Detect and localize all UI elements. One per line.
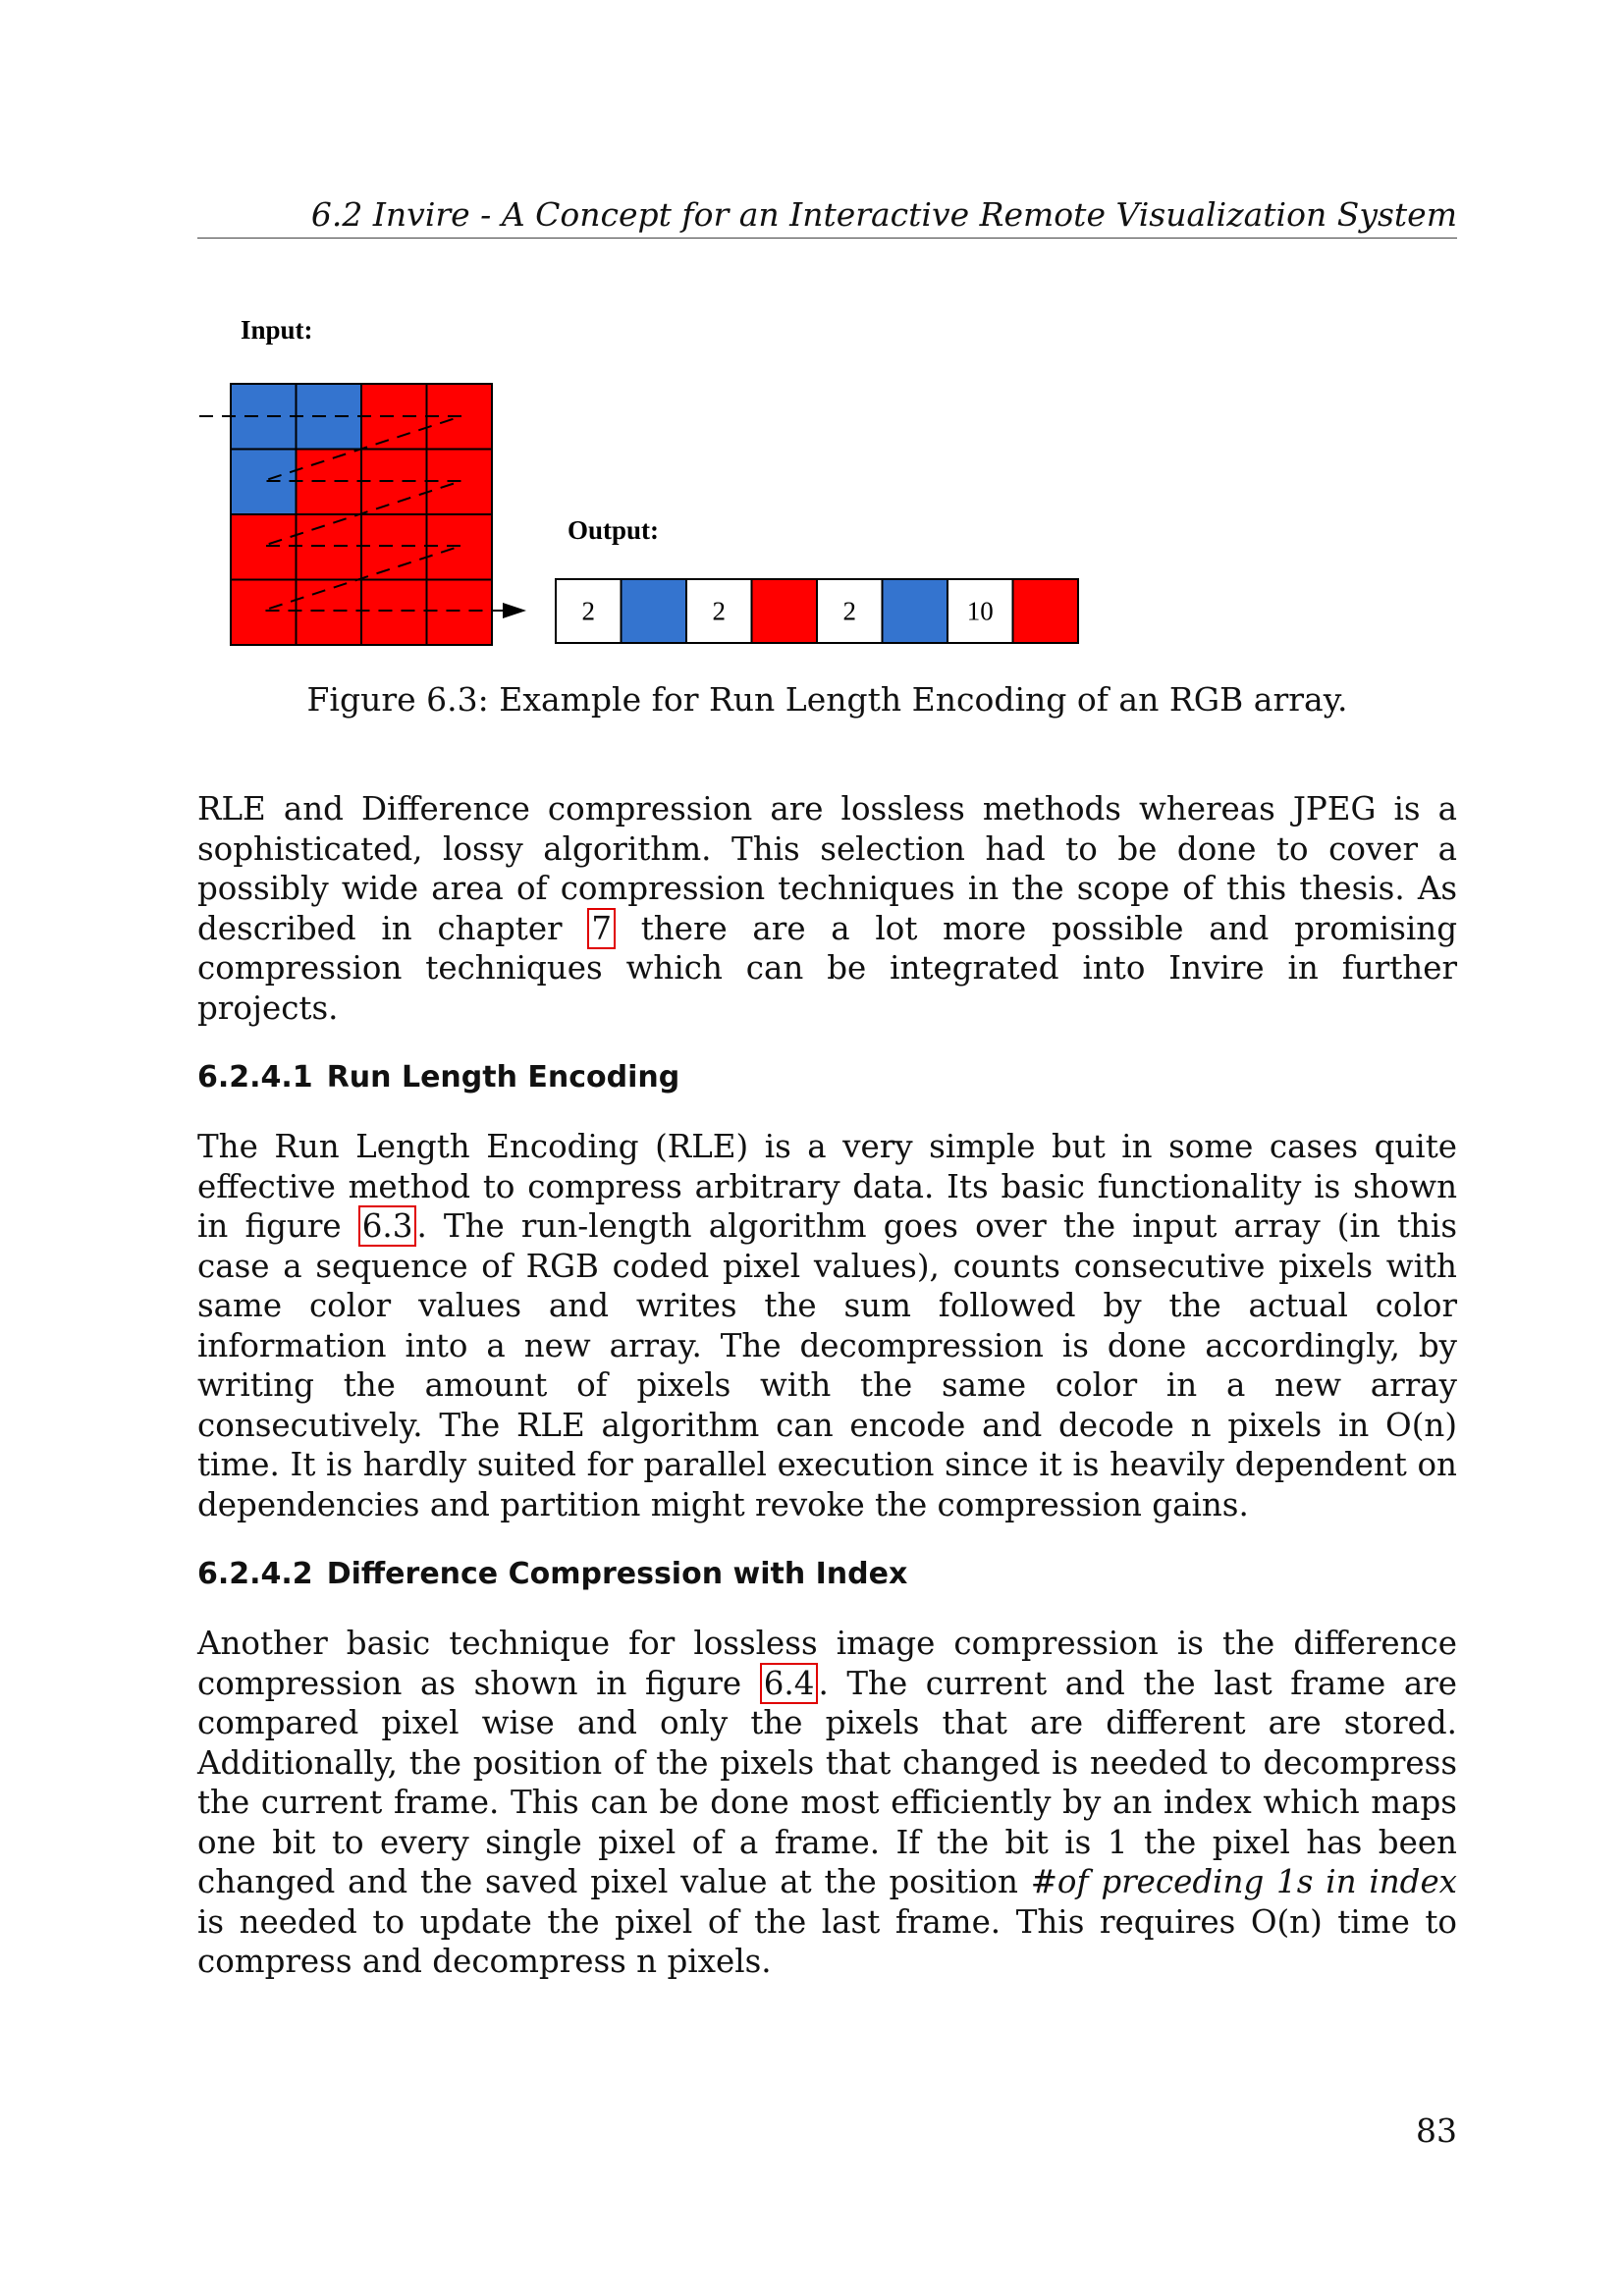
paragraph-rle-text-1: The Run Length Encoding (RLE) is a very simple but in some cases quite effective method to compress arbitrary data. Its basic functionality is shown in figure — [197, 1128, 1457, 1245]
paragraph-diff-text-1: Another basic technique for lossless image compression is the difference compression as shown in figure — [197, 1625, 1457, 1702]
output-cell-3 — [752, 579, 818, 643]
input-pixel-r3-c2 — [361, 580, 427, 646]
section-heading-rle — [197, 1058, 679, 1097]
input-pixel-r3-c1 — [297, 580, 362, 646]
section-title-rle: Run Length Encoding — [326, 1060, 680, 1095]
output-cell-5 — [883, 579, 948, 643]
paragraph-rle-text-2: . The run-length algorithm goes over the input array (in this case a sequence of RGB coded pixel values), counts consecutive pixels with same color values and writes the sum followed by the actual color information into a new array. The decompression is done accordingly, by writing the amount of pixels with the same color in a new array consecutively. The RLE algorithm can encode and decode n pixels in O(n) time. It is hardly suited for parallel execution since it is heavily dependent on dependencies and partition might revoke the compression gains. — [197, 1207, 1457, 1523]
input-pixel-r3-c0 — [231, 580, 297, 646]
section-title-diff: Difference Compression with Index — [326, 1557, 908, 1591]
paragraph-diff — [197, 1624, 1457, 1982]
input-label: Input: — [241, 315, 313, 345]
chapter-ref-link[interactable]: 7 — [587, 908, 616, 949]
input-pixel-r3-c3 — [427, 580, 493, 646]
paragraph-rle — [197, 1127, 1457, 1524]
output-cell-7 — [1013, 579, 1079, 643]
input-pixel-r1-c1 — [297, 450, 362, 515]
section-heading-diff — [197, 1555, 907, 1594]
input-pixel-r2-c1 — [297, 514, 362, 580]
paragraph-intro-text-2: there are a lot more possible and promising compression techniques which can be integrated into Invire in further projects. — [197, 909, 1458, 1027]
paragraph-diff-italic: #of preceding 1s in index — [1030, 1863, 1458, 1900]
paragraph-intro-text-1: RLE and Difference compression are lossless methods whereas JPEG is a sophisticated, lossy algorithm. This selection had to be done to cover a possibly wide area of compression techniques in the scope of this thesis. As described in chapter — [197, 790, 1457, 947]
output-count-label: 10 — [966, 596, 994, 626]
input-pixel-r1-c0 — [231, 450, 297, 515]
section-number-diff: 6.2.4.2 — [197, 1557, 313, 1591]
input-pixel-r2-c3 — [427, 514, 493, 580]
output-label: Output: — [568, 515, 660, 545]
output-strip — [556, 579, 1078, 643]
figure-ref-link-6-4[interactable]: 6.4 — [760, 1663, 819, 1704]
output-count-label: 2 — [712, 596, 726, 626]
figure-caption: Figure 6.3: Example for Run Length Encoding of an RGB array. — [306, 680, 1348, 719]
paragraph-intro — [197, 789, 1457, 1028]
output-count-label: 2 — [842, 596, 856, 626]
input-pixel-r2-c0 — [231, 514, 297, 580]
paragraph-diff-text-3: is needed to update the pixel of the last frame. This requires O(n) time to compress and decompress n pixels. — [197, 1902, 1457, 1980]
paragraph-diff-text-2: . The current and the last frame are compared pixel wise and only the pixels that are different are stored. Additionally, the position of the pixels that changed is needed to decompress the current frame. This can be done most efficiently by an index which maps one bit to every single pixel of a frame. If the bit is 1 the pixel has been changed and the saved pixel value at the position — [197, 1664, 1457, 1900]
input-pixel-r1-c2 — [361, 450, 427, 515]
page-number: 83 — [1416, 2111, 1457, 2150]
figure-ref-link-6-3[interactable]: 6.3 — [358, 1205, 417, 1247]
section-number-rle: 6.2.4.1 — [197, 1060, 313, 1095]
output-count-label: 2 — [581, 596, 595, 626]
input-pixel-r0-c0 — [231, 384, 297, 450]
input-pixel-r0-c1 — [297, 384, 362, 450]
scan-arrow-head-icon — [503, 603, 526, 618]
output-cell-1 — [622, 579, 687, 643]
running-head-title: 6.2 Invire - A Concept for an Interactive Remote Visualization System — [310, 195, 1457, 234]
rle-figure — [0, 0, 1624, 667]
input-pixel-r2-c2 — [361, 514, 427, 580]
